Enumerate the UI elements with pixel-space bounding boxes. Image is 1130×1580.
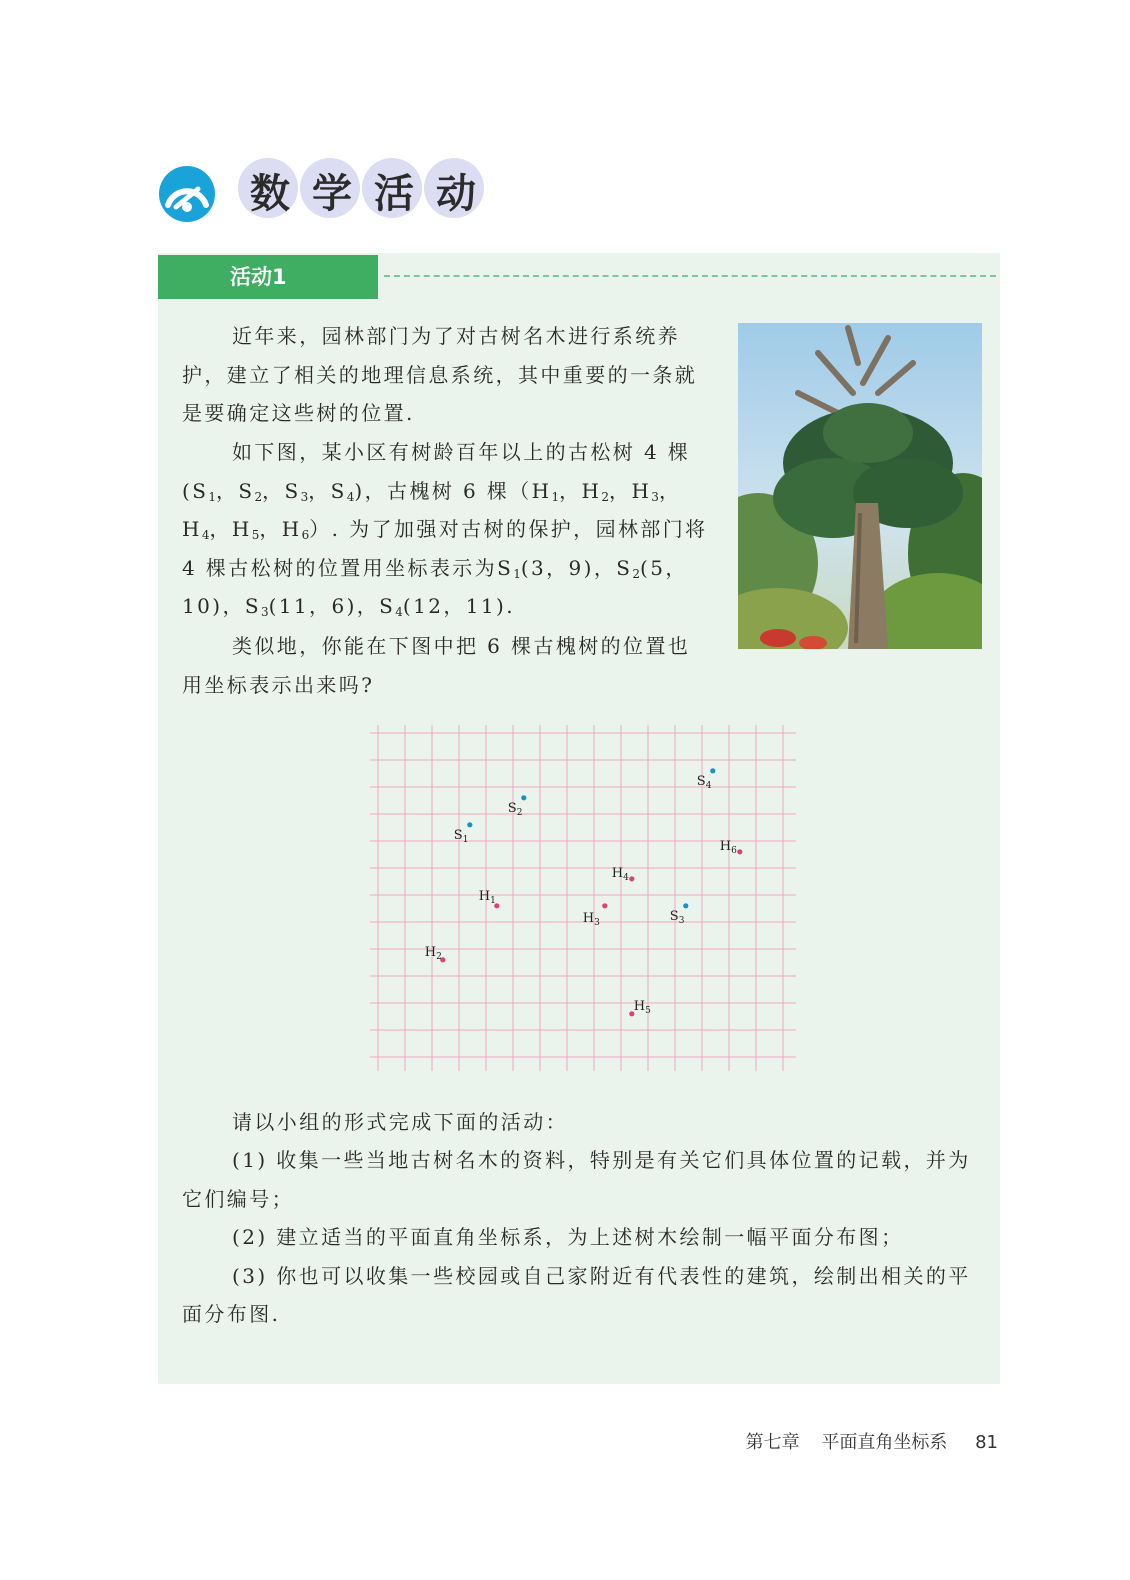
footer-chapter-title: 平面直角坐标系 bbox=[821, 1432, 948, 1453]
tree-label: $S_3$ bbox=[669, 908, 685, 926]
task-item: (1) 收集一些当地古树名木的资料，特别是有关它们具体位置的记载，并为它们编号； bbox=[182, 1148, 971, 1211]
tree-marker bbox=[710, 768, 715, 773]
tree-label: $S_2$ bbox=[507, 800, 523, 818]
ancient-tree-photo bbox=[738, 323, 982, 649]
tree-label: $H_2$ bbox=[424, 944, 442, 962]
tree-location-grid bbox=[370, 725, 796, 1071]
footer-chapter: 第七章 bbox=[745, 1432, 800, 1453]
tree-marker bbox=[602, 903, 607, 908]
question-paragraph: 类似地，你能在下图中把 6 棵古槐树的位置也用坐标表示出来吗? bbox=[182, 634, 691, 697]
task-intro: 请以小组的形式完成下面的活动： bbox=[232, 1110, 568, 1134]
section-title-text: 数学活动 bbox=[250, 170, 498, 217]
tree-marker bbox=[683, 903, 688, 908]
task-list bbox=[182, 1141, 992, 1334]
tree-marker bbox=[467, 822, 472, 827]
activity-icon bbox=[158, 165, 216, 223]
page-footer bbox=[746, 1428, 998, 1454]
tree-point-h3 bbox=[583, 903, 608, 928]
tree-point-h2 bbox=[425, 945, 446, 963]
pine-coordinates-paragraph: 如下图，某小区有树龄百年以上的古松树 4 棵 ($S_1$，$S_2$，$S_3$，$S_4$)，古槐树 6 棵（$H_1$，$H_2$，$H_3$，$H_4$，$H_5$，$H_6$）. 为了加强对古树的保护，园林部门将 4 棵古松树的位置用坐标表示为$S_1(3$，9)，$S_2(5$，10)，$S_3(11$，6)，$S_4(12$，11). bbox=[182, 440, 708, 620]
tree-label: $H_4$ bbox=[611, 865, 629, 883]
tree-point-h1 bbox=[479, 889, 500, 909]
task-item: (3) 你也可以收集一些校园或自己家附近有代表性的建筑，绘制出相关的平面分布图. bbox=[182, 1263, 971, 1327]
task-item: (2) 建立适当的平面直角坐标系，为上述树木绘制一幅平面分布图； bbox=[232, 1225, 904, 1250]
intro-paragraph: 近年来，园林部门为了对古树名木进行系统养护，建立了相关的地理信息系统，其中重要的一条就是要确定这些树的位置. bbox=[182, 324, 698, 426]
tree-marker bbox=[737, 849, 742, 854]
tree-label: $H_5$ bbox=[633, 998, 651, 1016]
tree-label: $S_1$ bbox=[453, 827, 469, 845]
tree-label: $H_1$ bbox=[478, 888, 496, 906]
tree-marker bbox=[629, 876, 634, 881]
activity-divider bbox=[384, 275, 996, 277]
activity-label: 活动1 bbox=[158, 255, 378, 299]
tree-label: $S_4$ bbox=[696, 773, 712, 791]
tree-label: $H_3$ bbox=[582, 910, 600, 928]
page-number: 81 bbox=[975, 1432, 998, 1453]
tree-label: $H_6$ bbox=[719, 838, 737, 856]
tree-marker bbox=[521, 795, 526, 800]
